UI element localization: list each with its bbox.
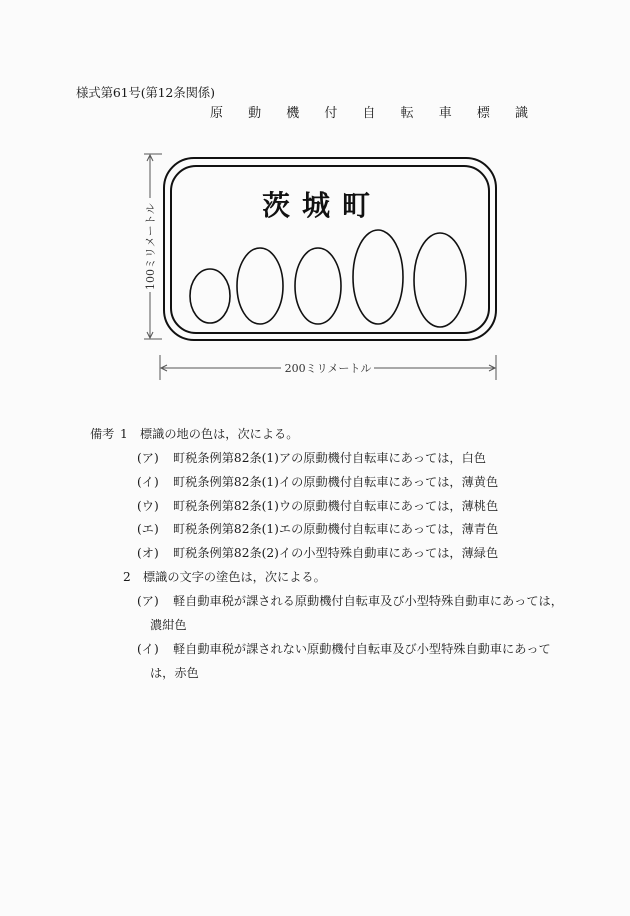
document-title: 原 動 機 付 自 転 車 標 識 — [210, 106, 539, 121]
plate-outer-border — [164, 158, 496, 340]
note-subitem: (ア) 軽自動車税が課される原動機付自転車及び小型特殊自動車にあっては， — [137, 594, 563, 608]
note-subitem-continuation: は，赤色 — [150, 666, 199, 680]
height-label: 100ミリメートル — [144, 203, 157, 290]
width-label: 200ミリメートル — [284, 362, 372, 375]
note-subitem: (イ) 町税条例第82条(1)イの原動機付自転車にあっては，薄黄色 — [137, 475, 499, 489]
note-subitem: (エ) 町税条例第82条(1)エの原動機付自転車にあっては，薄青色 — [137, 522, 499, 536]
oval-5 — [414, 233, 466, 327]
item-number: 2 — [123, 570, 131, 584]
form-number-label: 様式第61号(第12条関係) — [76, 85, 215, 100]
oval-2 — [237, 248, 283, 324]
license-plate-diagram — [0, 0, 630, 400]
note-item-2 — [123, 568, 326, 585]
item-text: 標識の地の色は，次による。 — [140, 427, 299, 441]
notes-heading: 備考 — [90, 427, 115, 441]
item-number: 1 — [120, 427, 128, 441]
item-text: 標識の文字の塗色は，次による。 — [143, 570, 326, 584]
note-subitem: (ウ) 町税条例第82条(1)ウの原動機付自転車にあっては，薄桃色 — [137, 499, 499, 513]
note-item-1 — [90, 425, 298, 442]
note-subitem: (オ) 町税条例第82条(2)イの小型特殊自動車にあっては，薄緑色 — [137, 546, 499, 560]
oval-3 — [295, 248, 341, 324]
plate-town-name: 茨城町 — [261, 189, 383, 222]
note-subitem: (イ) 軽自動車税が課されない原動機付自転車及び小型特殊自動車にあって — [137, 642, 551, 656]
note-subitem-continuation: 濃紺色 — [150, 618, 187, 632]
number-ovals — [190, 230, 466, 327]
oval-4 — [353, 230, 403, 324]
note-subitem: (ア) 町税条例第82条(1)アの原動機付自転車にあっては，白色 — [137, 451, 486, 465]
oval-1 — [190, 269, 230, 323]
